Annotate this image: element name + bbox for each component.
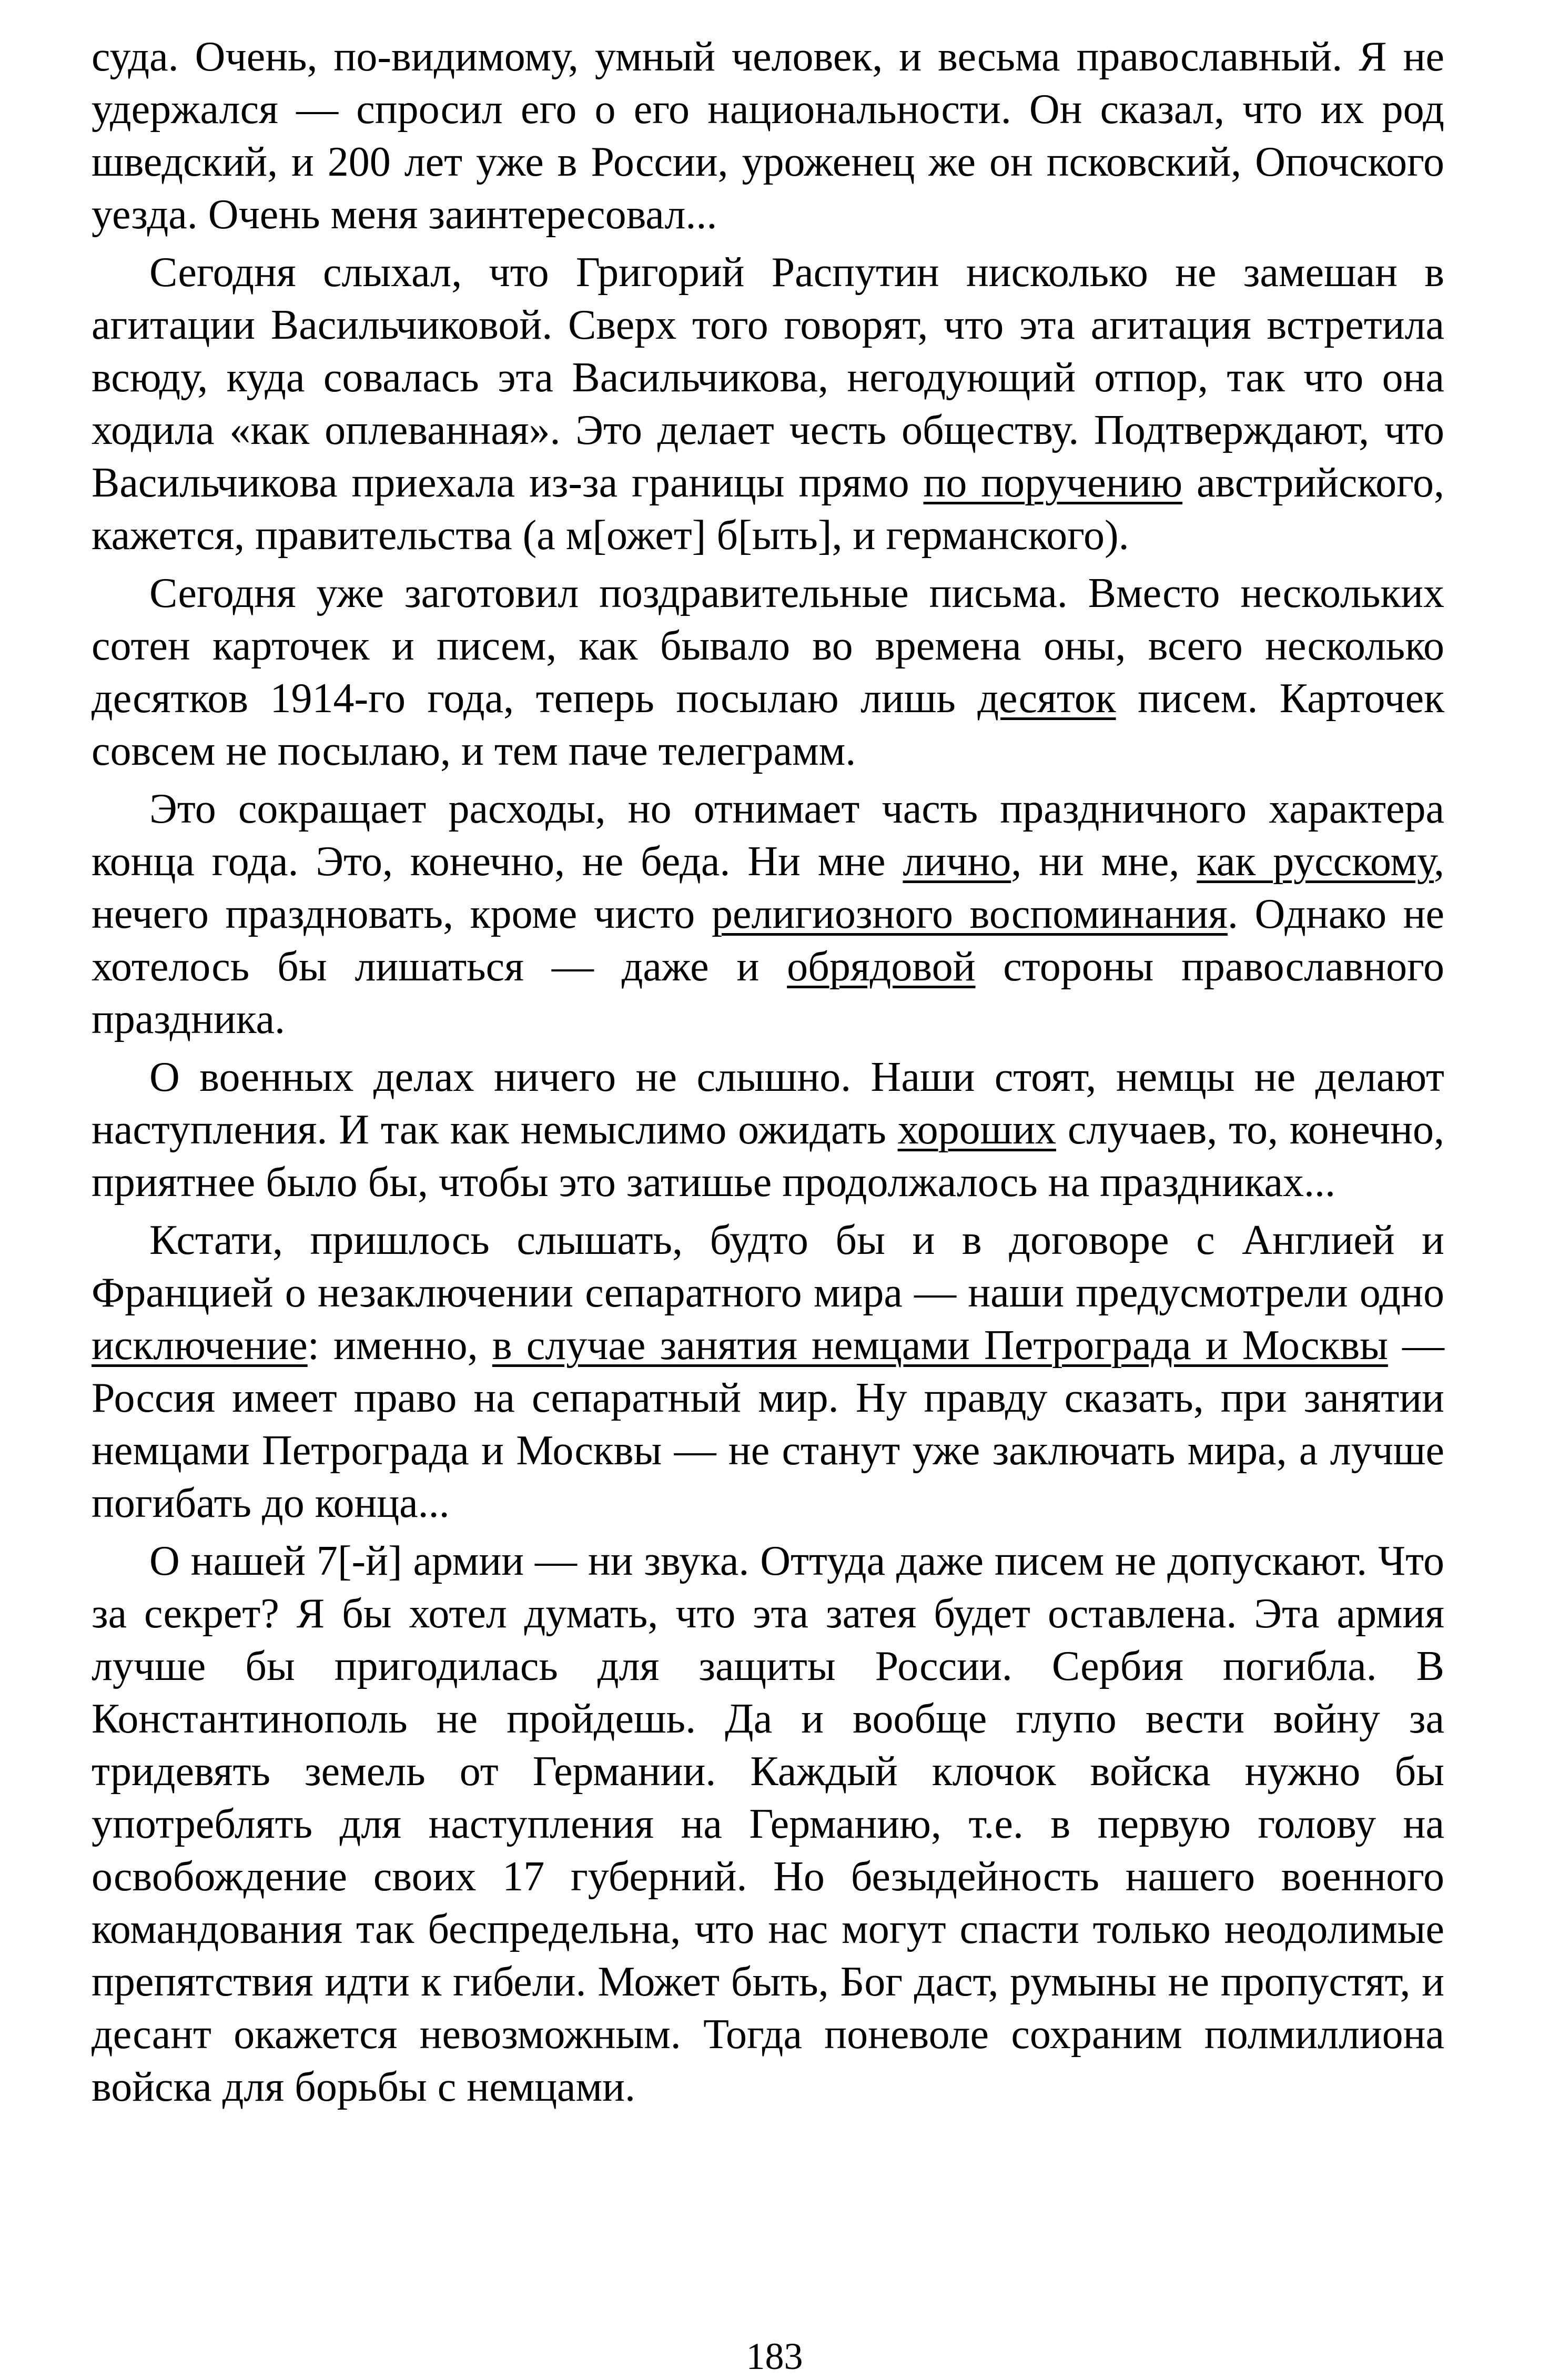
underlined-text: хороших — [897, 1107, 1057, 1153]
underlined-text: религиозного воспоминания — [711, 891, 1228, 937]
text-run: — Россия имеет право на сепаратный мир. Ну правду сказать, при занятии немцами Петрограда и Москвы — не станут уже заключать мира, а лучше погибать до конца... — [92, 1322, 1445, 1526]
text-run: суда. Очень, по-видимому, умный человек, и весьма православный. Я не удержался — спросил его о его национальности. Он сказал, что их род шведский, и 200 лет уже в России, уроженец же он псковский, Опочского уезда. Очень меня заинтересовал... — [92, 34, 1444, 238]
text-run: стороны православного праздника. — [92, 944, 1445, 1042]
paragraph — [92, 1051, 1444, 1209]
underlined-text: в случае занятия немцами Петрограда и Москвы — [492, 1322, 1388, 1369]
text-run: . Однако не хотелось бы лишаться — даже и — [92, 891, 1445, 990]
page-body — [92, 31, 1444, 2113]
underlined-text: по поручению — [923, 460, 1183, 506]
text-run: Кстати, пришлось слышать, будто бы и в договоре с Англией и Францией о незаключении сепаратного мира — наши предусмотрели одно — [92, 1217, 1444, 1316]
text-run: , ни мне, — [1011, 838, 1197, 885]
text-run: , нечего праздновать, кроме чисто — [92, 838, 1444, 937]
underlined-text: лично — [903, 838, 1011, 885]
underlined-text: как русскому — [1197, 838, 1434, 885]
underlined-text: десяток — [977, 675, 1116, 722]
paragraph — [92, 31, 1444, 241]
text-run: Сегодня слыхал, что Григорий Распутин нисколько не замешан в агитации Васильчиковой. Сверх того говорят, что эта агитация встретила всюду, куда совалась эта Васильчикова, негодующий отпор, так что она ходила «как оплеванная». Это делает честь обществу. Подтверждают, что Васильчикова приехала из-за границы прямо — [92, 249, 1444, 506]
text-run: австрийского, кажется, правительства (а м[ожет] б[ыть], и германского). — [92, 460, 1444, 559]
paragraph — [92, 1214, 1444, 1530]
text-run: Сегодня уже заготовил поздравительные письма. Вместо нескольких сотен карточек и писем, как бывало во времена оны, всего несколько десятков 1914-го года, теперь посылаю лишь — [92, 570, 1444, 722]
text-run: О военных делах ничего не слышно. Наши стоят, немцы не делают наступления. И так как немыслимо ожидать — [92, 1054, 1444, 1153]
paragraph — [92, 567, 1444, 777]
paragraph — [92, 1535, 1444, 2113]
text-run: : именно, — [307, 1322, 492, 1369]
text-run: случаев, то, конечно, приятнее было бы, чтобы это затишье продолжалось на праздниках... — [92, 1107, 1444, 1206]
underlined-text: исключение — [92, 1322, 308, 1369]
paragraph — [92, 246, 1444, 562]
paragraph — [92, 783, 1444, 1046]
underlined-text: обрядовой — [787, 944, 976, 990]
text-run: Это сокращает расходы, но отнимает часть праздничного характера конца года. Это, конечно, не беда. Ни мне — [92, 786, 1444, 885]
text-run: писем. Карточек совсем не посылаю, и тем паче телеграмм. — [92, 675, 1444, 774]
page-number: 183 — [746, 2335, 803, 2377]
text-run: О нашей 7[-й] армии — ни звука. Оттуда даже писем не допускают. Что за секрет? Я бы хотел думать, что эта затея будет оставлена. Эта армия лучше бы пригодилась для защиты России. Сербия погибла. В Константинополь не пройдешь. Да и вообще глупо вести войну за тридевять земель от Германии. Каждый клочок войска нужно бы употреблять для наступления на Германию, т.е. в первую голову на освобождение своих 17 губерний. Но безыдейность нашего военного командования так беспредельна, что нас могут спасти только неодолимые препятствия идти к гибели. Может быть, Бог даст, румыны не пропустят, и десант окажется невозможным. Тогда поневоле сохраним полмиллиона войска для борьбы с немцами. — [92, 1538, 1444, 2110]
